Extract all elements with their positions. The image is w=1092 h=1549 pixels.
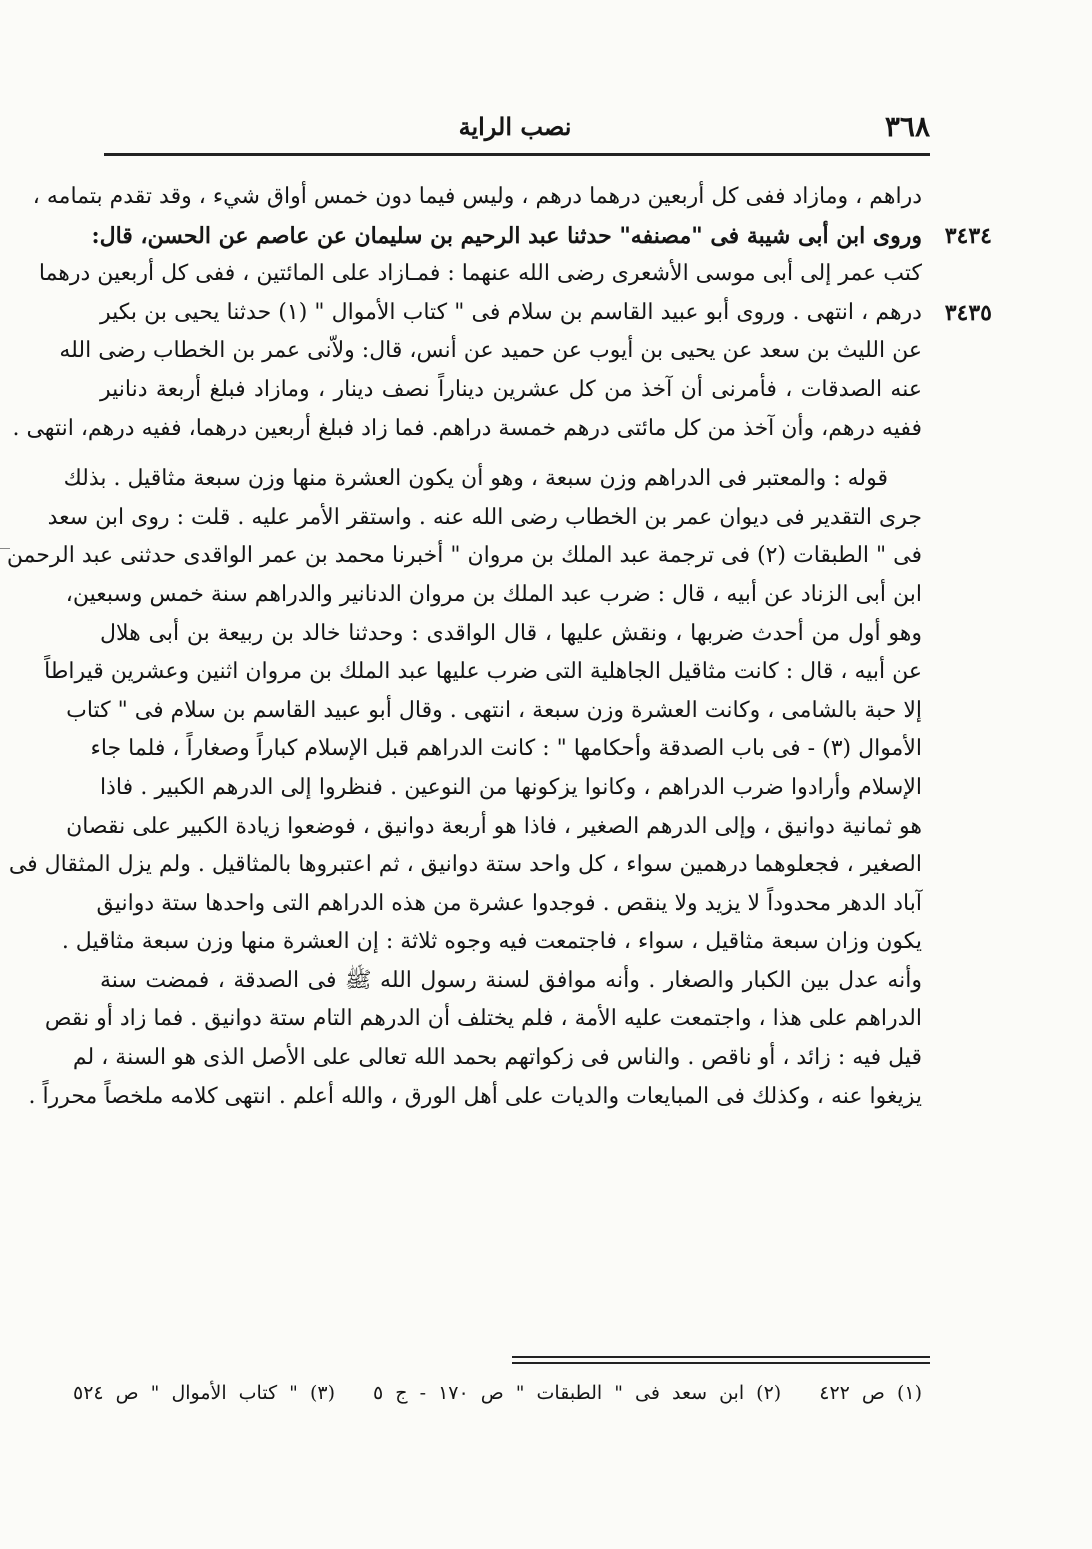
text-line: إلا حبة بالشامى ، وكانت العشرة وزن سبعة ، انتهى . وقال أبو عبيد القاسم بن سلام فى " كتاب	[66, 697, 922, 723]
text-line: الدراهم على هذا ، واجتمعت عليه الأمة ، فلم يختلف أن الدرهم التام ستة دوانيق . فما زاد أو نقص	[44, 1006, 922, 1032]
text-line: ابن أبى الزناد عن أبيه ، قال : ضرب عبد الملك بن مروان الدنانير والدراهم سنة خمس وسبعين،	[65, 581, 922, 607]
text-line: هو ثمانية دوانيق ، وإلى الدرهم الصغير ، فاذا هو أربعة دوانيق ، فوضعوا زيادة الكبير على نقصان	[66, 813, 922, 839]
text-line: الأموال (٣) - فى باب الصدقة وأحكامها " : كانت الدراهم قبل الإسلام كباراً وصغاراً ، فلما جاء	[90, 736, 922, 762]
text-line: الصغير ، فجعلوهما درهمين سواء ، كل واحد ستة دوانيق ، ثم اعتبروها بالمثاقيل . ولم يزل المثقال فى	[8, 852, 922, 878]
page-number: ٣٦٨	[884, 110, 930, 143]
footnotes	[72, 1382, 922, 1404]
page-header	[100, 110, 930, 150]
text-line: جرى التقدير فى ديوان عمر بن الخطاب رضى الله عنه . واستقر الأمر عليه . قلت : روى ابن سعد	[47, 504, 922, 530]
text-line: يزيغوا عنه ، وكذلك فى المبايعات والديات على أهل الورق ، والله أعلم . انتهى كلامه ملخصاً محرراً .	[28, 1083, 922, 1109]
text-line: آباد الدهر محدوداً لا يزيد ولا ينقص . فوجدوا عشرة من هذه الدراهم التى واحدها ستة دوانيق	[96, 890, 922, 916]
hadith-number: ٣٤٣٥	[944, 299, 992, 326]
text-line: دراهم ، ومازاد ففى كل أربعين درهما درهم ، وليس فيما دون خمس أواق شيء ، وقد تقدم بتمامه ،	[32, 184, 922, 209]
paragraph-commentary	[6, 460, 922, 1116]
text-line: قوله : والمعتبر فى الدراهم وزن سبعة ، وهو أن يكون العشرة منها وزن سبعة مثاقيل . بذلك	[63, 466, 888, 492]
footnote: (٢) ابن سعد فى " الطبقات " ص ١٧٠ - ج ٥	[373, 1382, 782, 1404]
text-line: عنه الصدقات ، فأمرنى أن آخذ من كل عشرين ديناراً نصف دينار ، ومازاد فبلغ أربعة دنانير	[100, 376, 922, 402]
hadith-number: ٣٤٣٤	[944, 222, 992, 249]
body-text	[6, 178, 992, 1116]
text-line: وأنه عدل بين الكبار والصغار . وأنه موافق لسنة رسول الله ﷺ فى الصدقة ، فمضت سنة	[100, 967, 922, 993]
paragraph-hadith	[12, 178, 992, 448]
text-line: فى " الطبقات (٢) فى ترجمة عبد الملك بن مروان " أخبرنا محمد بن عمر الواقدى حدثنى عبد الرحمن	[6, 543, 922, 569]
book-title: نصب الراية	[458, 112, 572, 141]
text-line: ففيه درهم، وأن آخذ من كل مائتى درهم خمسة دراهم. فما زاد فبلغ أربعين درهما، ففيه درهم، انتهى .	[12, 415, 922, 441]
footnote-rule	[512, 1362, 930, 1364]
text-line: عن أبيه ، قال : كانت مثاقيل الجاهلية التى ضرب عليها عبد الملك بن مروان اثنين وعشرين قيراطاً	[44, 659, 922, 685]
text-line: يكون وزان سبعة مثاقيل ، سواء ، فاجتمعت فيه وجوه ثلاثة : إن العشرة منها وزن سبعة مثاقيل .	[61, 929, 922, 955]
header-rule	[104, 153, 930, 156]
text-line: ٣٤٣٥ درهم ، انتهى . وروى أبو عبيد القاسم بن سلام فى " كتاب الأموال " (١) حدثنا يحيى بن بكير	[100, 294, 922, 333]
text-line: كتب عمر إلى أبى موسى الأشعرى رضى الله عنهما : فمـازاد على المائتين ، ففى كل أربعين درهما	[38, 261, 922, 287]
text-line: قيل فيه : زائد ، أو ناقص . والناس فى زكواتهم بحمد الله تعالى على الأصل الذى هو السنة ، لم	[72, 1045, 922, 1071]
text-line: الإسلام وأرادوا ضرب الدراهم ، وكانوا يزكونها من النوعين . فنظروا إلى الدرهم الكبير . فاذا	[100, 774, 922, 800]
footnote: (٣) " كتاب الأموال " ص ٥٢٤	[72, 1382, 335, 1404]
footnote-rule	[512, 1356, 930, 1358]
footnote: (١) ص ٤٢٢	[819, 1382, 922, 1404]
text-line: وهو أول من أحدث ضربها ، ونقش عليها ، قال الواقدى : وحدثنا خالد بن ربيعة بن أبى هلال	[100, 620, 922, 646]
text-line: ٣٤٣٤ وروى ابن أبى شيبة فى "مصنفه" حدثنا عبد الرحيم بن سليمان عن عاصم عن الحسن، قال:	[100, 217, 922, 256]
text-line: عن الليث بن سعد عن يحيى بن أيوب عن حميد عن أنس، قال: ولاّنى عمر بن الخطاب رضى الله	[59, 338, 922, 364]
